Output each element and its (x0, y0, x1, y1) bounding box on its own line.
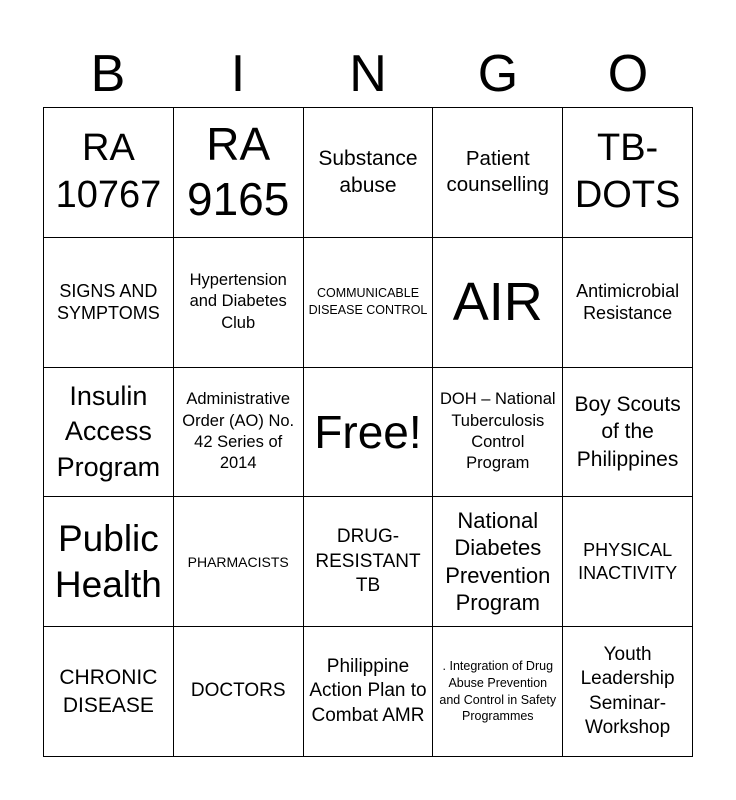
header-letter-o: O (607, 45, 649, 103)
bingo-cell-r4c3[interactable]: DRUG-RESISTANT TB (304, 497, 434, 627)
bingo-cell-r3c4[interactable]: DOH – National Tuberculosis Control Program (433, 368, 563, 498)
bingo-cell-r3c1[interactable]: Insulin Access Program (44, 368, 174, 498)
bingo-cell-r1c3[interactable]: Substance abuse (304, 108, 434, 238)
bingo-cell-r4c2[interactable]: PHARMACISTS (174, 497, 304, 627)
bingo-cell-r3c5[interactable]: Boy Scouts of the Philippines (563, 368, 693, 498)
header-letter-i: I (230, 45, 246, 103)
header-letter-b: B (90, 45, 126, 103)
bingo-cell-r5c5[interactable]: Youth Leadership Seminar-Workshop (563, 627, 693, 757)
bingo-cell-r2c2[interactable]: Hypertension and Diabetes Club (174, 238, 304, 368)
bingo-cell-r2c3[interactable]: COMMUNICABLE DISEASE CONTROL (304, 238, 434, 368)
header-letter-g: G (477, 45, 519, 103)
bingo-cell-r4c4[interactable]: National Diabetes Prevention Program (433, 497, 563, 627)
bingo-cell-r5c4[interactable]: . Integration of Drug Abuse Prevention and Control in Safety Programmes (433, 627, 563, 757)
bingo-cell-r5c3[interactable]: Philippine Action Plan to Combat AMR (304, 627, 434, 757)
bingo-cell-r2c4[interactable]: AIR (433, 238, 563, 368)
bingo-cell-r3c2[interactable]: Administrative Order (AO) No. 42 Series of 2014 (174, 368, 304, 498)
bingo-cell-r1c1[interactable]: RA 10767 (44, 108, 174, 238)
bingo-cell-r4c1[interactable]: Public Health (44, 497, 174, 627)
bingo-cell-r1c2[interactable]: RA 9165 (174, 108, 304, 238)
bingo-cell-r1c5[interactable]: TB-DOTS (563, 108, 693, 238)
header-letter-n: N (349, 45, 387, 103)
bingo-board (43, 107, 693, 757)
bingo-cell-r4c5[interactable]: PHYSICAL INACTIVITY (563, 497, 693, 627)
bingo-cell-r2c5[interactable]: Antimicrobial Resistance (563, 238, 693, 368)
bingo-cell-free[interactable]: Free! (304, 368, 434, 498)
bingo-cell-r5c1[interactable]: CHRONIC DISEASE (44, 627, 174, 757)
bingo-header (43, 40, 693, 108)
bingo-cell-r5c2[interactable]: DOCTORS (174, 627, 304, 757)
bingo-cell-r1c4[interactable]: Patient counselling (433, 108, 563, 238)
bingo-cell-r2c1[interactable]: SIGNS AND SYMPTOMS (44, 238, 174, 368)
